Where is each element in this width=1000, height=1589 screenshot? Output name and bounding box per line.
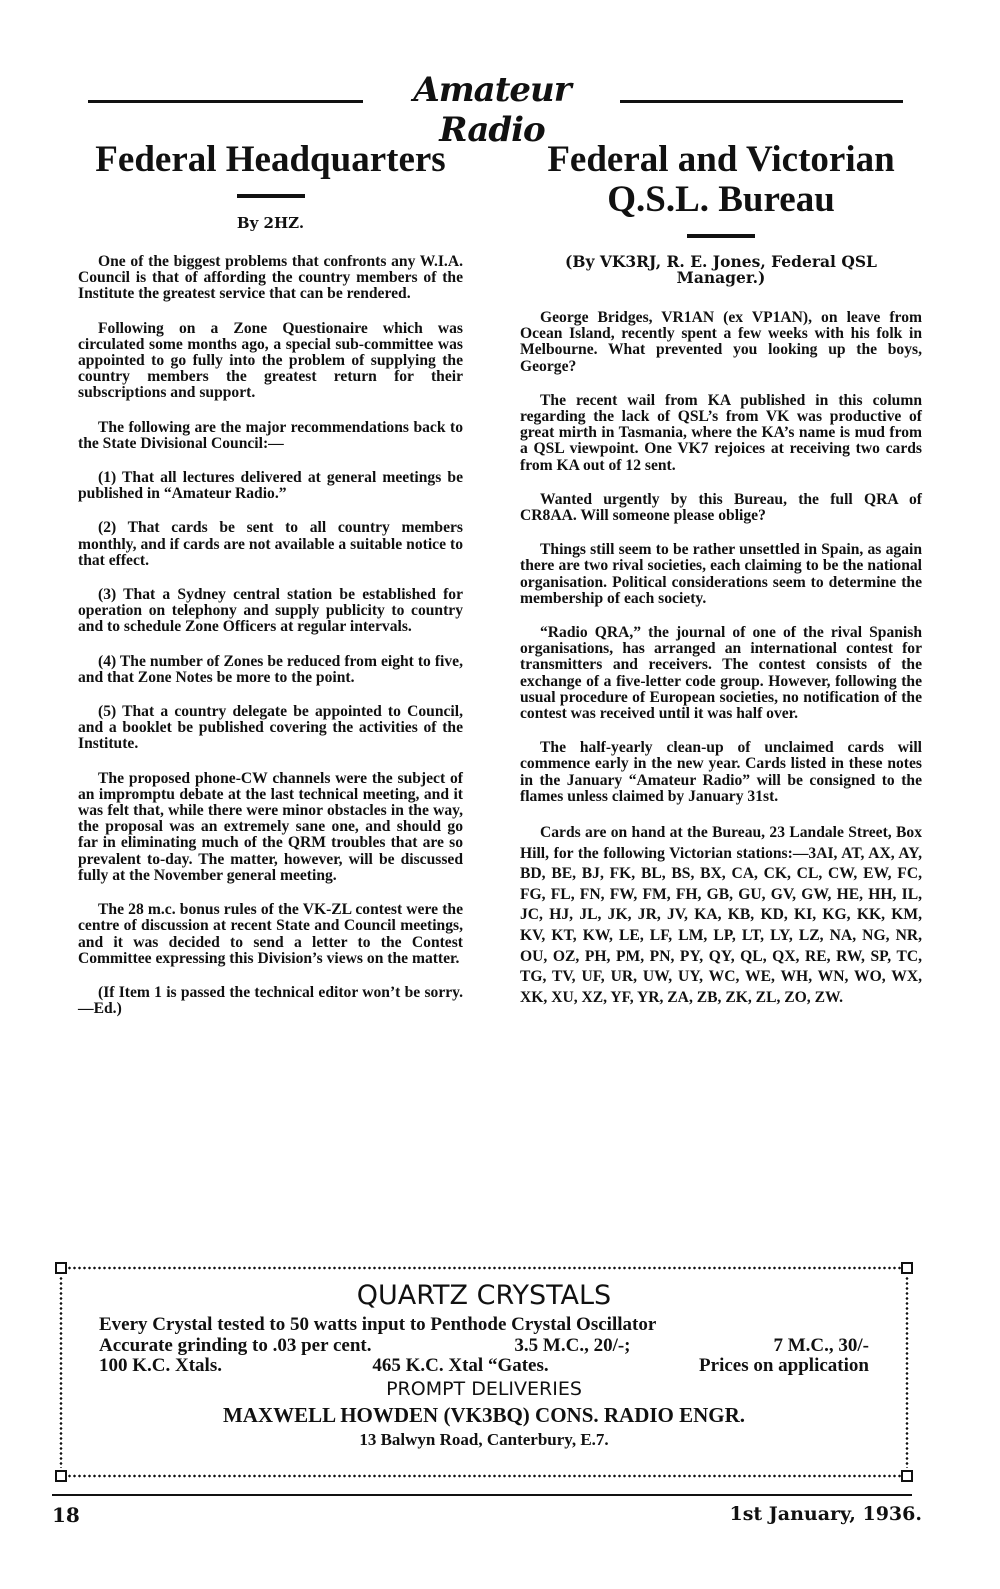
- editor-note: (If Item 1 is passed the technical editor won’t be sorry.—Ed.): [78, 983, 463, 1018]
- recommendation-item: (2) That cards be sent to all country members monthly, and if cards are not available a suitable notice to that effect.: [78, 519, 463, 569]
- border-dots-left: [58, 1276, 64, 1468]
- paragraph: The 28 m.c. bonus rules of the VK-ZL contest were the centre of discussion at recent State and Council meetings, and it was decided to send a letter to the Contest Committee expressing this Division’s views on the matter.: [78, 901, 463, 967]
- ad-heading: QUARTZ CRYSTALS: [356, 1280, 612, 1311]
- recommendation-item: (1) That all lectures delivered at general meetings be published in “Amateur Radio.”: [78, 469, 463, 503]
- recommendation-item: (3) That a Sydney central station be established for operation on telephony and supply publicity to country and to schedule Zone Officers at regular intervals.: [78, 586, 463, 636]
- ad-price-row: [85, 1356, 883, 1376]
- paragraph: “Radio QRA,” the journal of one of the rival Spanish organisations, has arranged an international contest for transmitters and receivers. The contest consists of the exchange of a five-letter code group. However, following the usual procedure of European societies, no notification of the contest was received until it was half over.: [520, 624, 922, 723]
- recommendation-item: (5) That a country delegate be appointed to Council, and a booklet be published covering the activities of the Institute.: [78, 703, 463, 753]
- paragraph: The proposed phone-CW channels were the subject of an impromptu debate at the last technical meeting, and it was felt that, while there were minor obstacles in the way, the proposal was an extremely sane one, and should go far in eliminating much of the QRM troubles that are so prevalent to-day. The matter, however, will be discussed fully at the November general meeting.: [78, 769, 463, 884]
- paragraph: The half-yearly clean-up of unclaimed cards will commence early in the new year. Cards listed in these notes in the January “Amateur Radio” will be consigned to the flames unless claimed by January 31st.: [520, 739, 922, 805]
- paragraph: Things still seem to be rather unsettled in Spain, as again there are two rival societies, each claiming to be the national organisation. Political considerations seem to determine the membership of each society.: [520, 541, 922, 607]
- ad-maker: MAXWELL HOWDEN (VK3BQ) CONS. RADIO ENGR.: [222, 1403, 746, 1427]
- left-byline: By 2HZ.: [236, 214, 305, 232]
- ad-price-row: [85, 1336, 883, 1356]
- masthead: [88, 70, 903, 150]
- right-article: [520, 140, 922, 1026]
- ad-text: Prices on application: [699, 1355, 869, 1376]
- masthead-logo: Amateur Radio: [413, 70, 571, 150]
- ad-text: 100 K.C. Xtals.: [99, 1355, 222, 1376]
- corner-ornament: [55, 1262, 67, 1274]
- ad-address: 13 Balwyn Road, Canterbury, E.7.: [359, 1430, 609, 1449]
- ad-text: 465 K.C. Xtal “Gates.: [372, 1355, 549, 1376]
- advertisement-box: [55, 1262, 913, 1482]
- border-dots-right: [904, 1276, 910, 1468]
- recommendation-item: (4) The number of Zones be reduced from eight to five, and that Zone Notes be more to the point.: [78, 652, 463, 686]
- paragraph: The following are the major recommendations back to the State Divisional Council:—: [78, 418, 463, 452]
- ad-text: 7 M.C., 30/-: [773, 1335, 869, 1356]
- paragraph: The recent wail from KA published in this column regarding the lack of QSL’s from VK was productive of great mirth in Tasmania, where the KA’s name is mud from a QSL viewpoint. One VK7 rejoices at receiving two cards from KA out of 12 sent.: [520, 391, 922, 474]
- paragraph: One of the biggest problems that confronts any W.I.A. Council is that of affording the country members of the Institute the greatest service that can be rendered.: [78, 253, 463, 303]
- ad-line: Every Crystal tested to 50 watts input to Penthode Crystal Oscillator: [99, 1314, 657, 1335]
- right-byline: (By VK3RJ, R. E. Jones, Federal QSL Manager.): [565, 252, 877, 287]
- corner-ornament: [901, 1470, 913, 1482]
- callsign-list: Cards are on hand at the Bureau, 23 Landale Street, Box Hill, for the following Victorian stations:—3AI, AT, AX, AY, BD, BE, BJ, FK, BL, BS, BX, CA, CK, CL, CW, EW, FC, FG, FL, FN, FW, FM, FH, GB, GU, GV, GW, HE, HH, IL, JC, HJ, JL, JK, JR, JV, KA, KB, KD, KI, KG, KK, KM, KV, KT, KW, LE, LF, LM, LP, LT, LY, LZ, NA, NG, NR, OU, OZ, PH, PM, PN, PY, QY, QL, QX, RE, RW, SP, TC, TG, TV, UF, UR, UW, UY, WC, WE, WH, WN, WO, WX, XK, XU, XZ, YF, YR, ZA, ZB, ZK, ZL, ZO, ZW.: [520, 824, 922, 1006]
- ad-deliveries: PROMPT DELIVERIES: [386, 1378, 582, 1400]
- title-divider: [237, 194, 305, 198]
- page-number: 18: [52, 1503, 80, 1527]
- paragraph: Wanted urgently by this Bureau, the full QRA of CR8AA. Will someone please oblige?: [520, 490, 922, 525]
- corner-ornament: [55, 1470, 67, 1482]
- left-article-title: Federal Headquarters: [95, 139, 446, 180]
- corner-ornament: [901, 1262, 913, 1274]
- ad-text: Accurate grinding to .03 per cent.: [99, 1335, 372, 1356]
- issue-date: 1st January, 1936.: [729, 1503, 922, 1525]
- ad-content: [85, 1278, 883, 1452]
- paragraph: Following on a Zone Questionaire which was circulated some months ago, a special sub-committee was appointed to go fully into the problem of supplying the country members the greatest return for their subscriptions and support.: [78, 319, 463, 402]
- footer-rule: [52, 1494, 912, 1496]
- masthead-rule-left: [88, 100, 363, 103]
- paragraph: George Bridges, VR1AN (ex VP1AN), on leave from Ocean Island, recently spent a few weeks with his folk in Melbourne. What prevented you looking up the boys, George?: [520, 309, 922, 375]
- title-divider: [687, 234, 755, 238]
- ad-text: 3.5 M.C., 20/-;: [514, 1335, 631, 1356]
- masthead-rule-right: [620, 100, 903, 103]
- right-article-title: Federal and Victorian Q.S.L. Bureau: [547, 139, 895, 220]
- border-dots-top: [67, 1265, 901, 1271]
- left-article: [78, 140, 463, 1035]
- border-dots-bottom: [67, 1473, 901, 1479]
